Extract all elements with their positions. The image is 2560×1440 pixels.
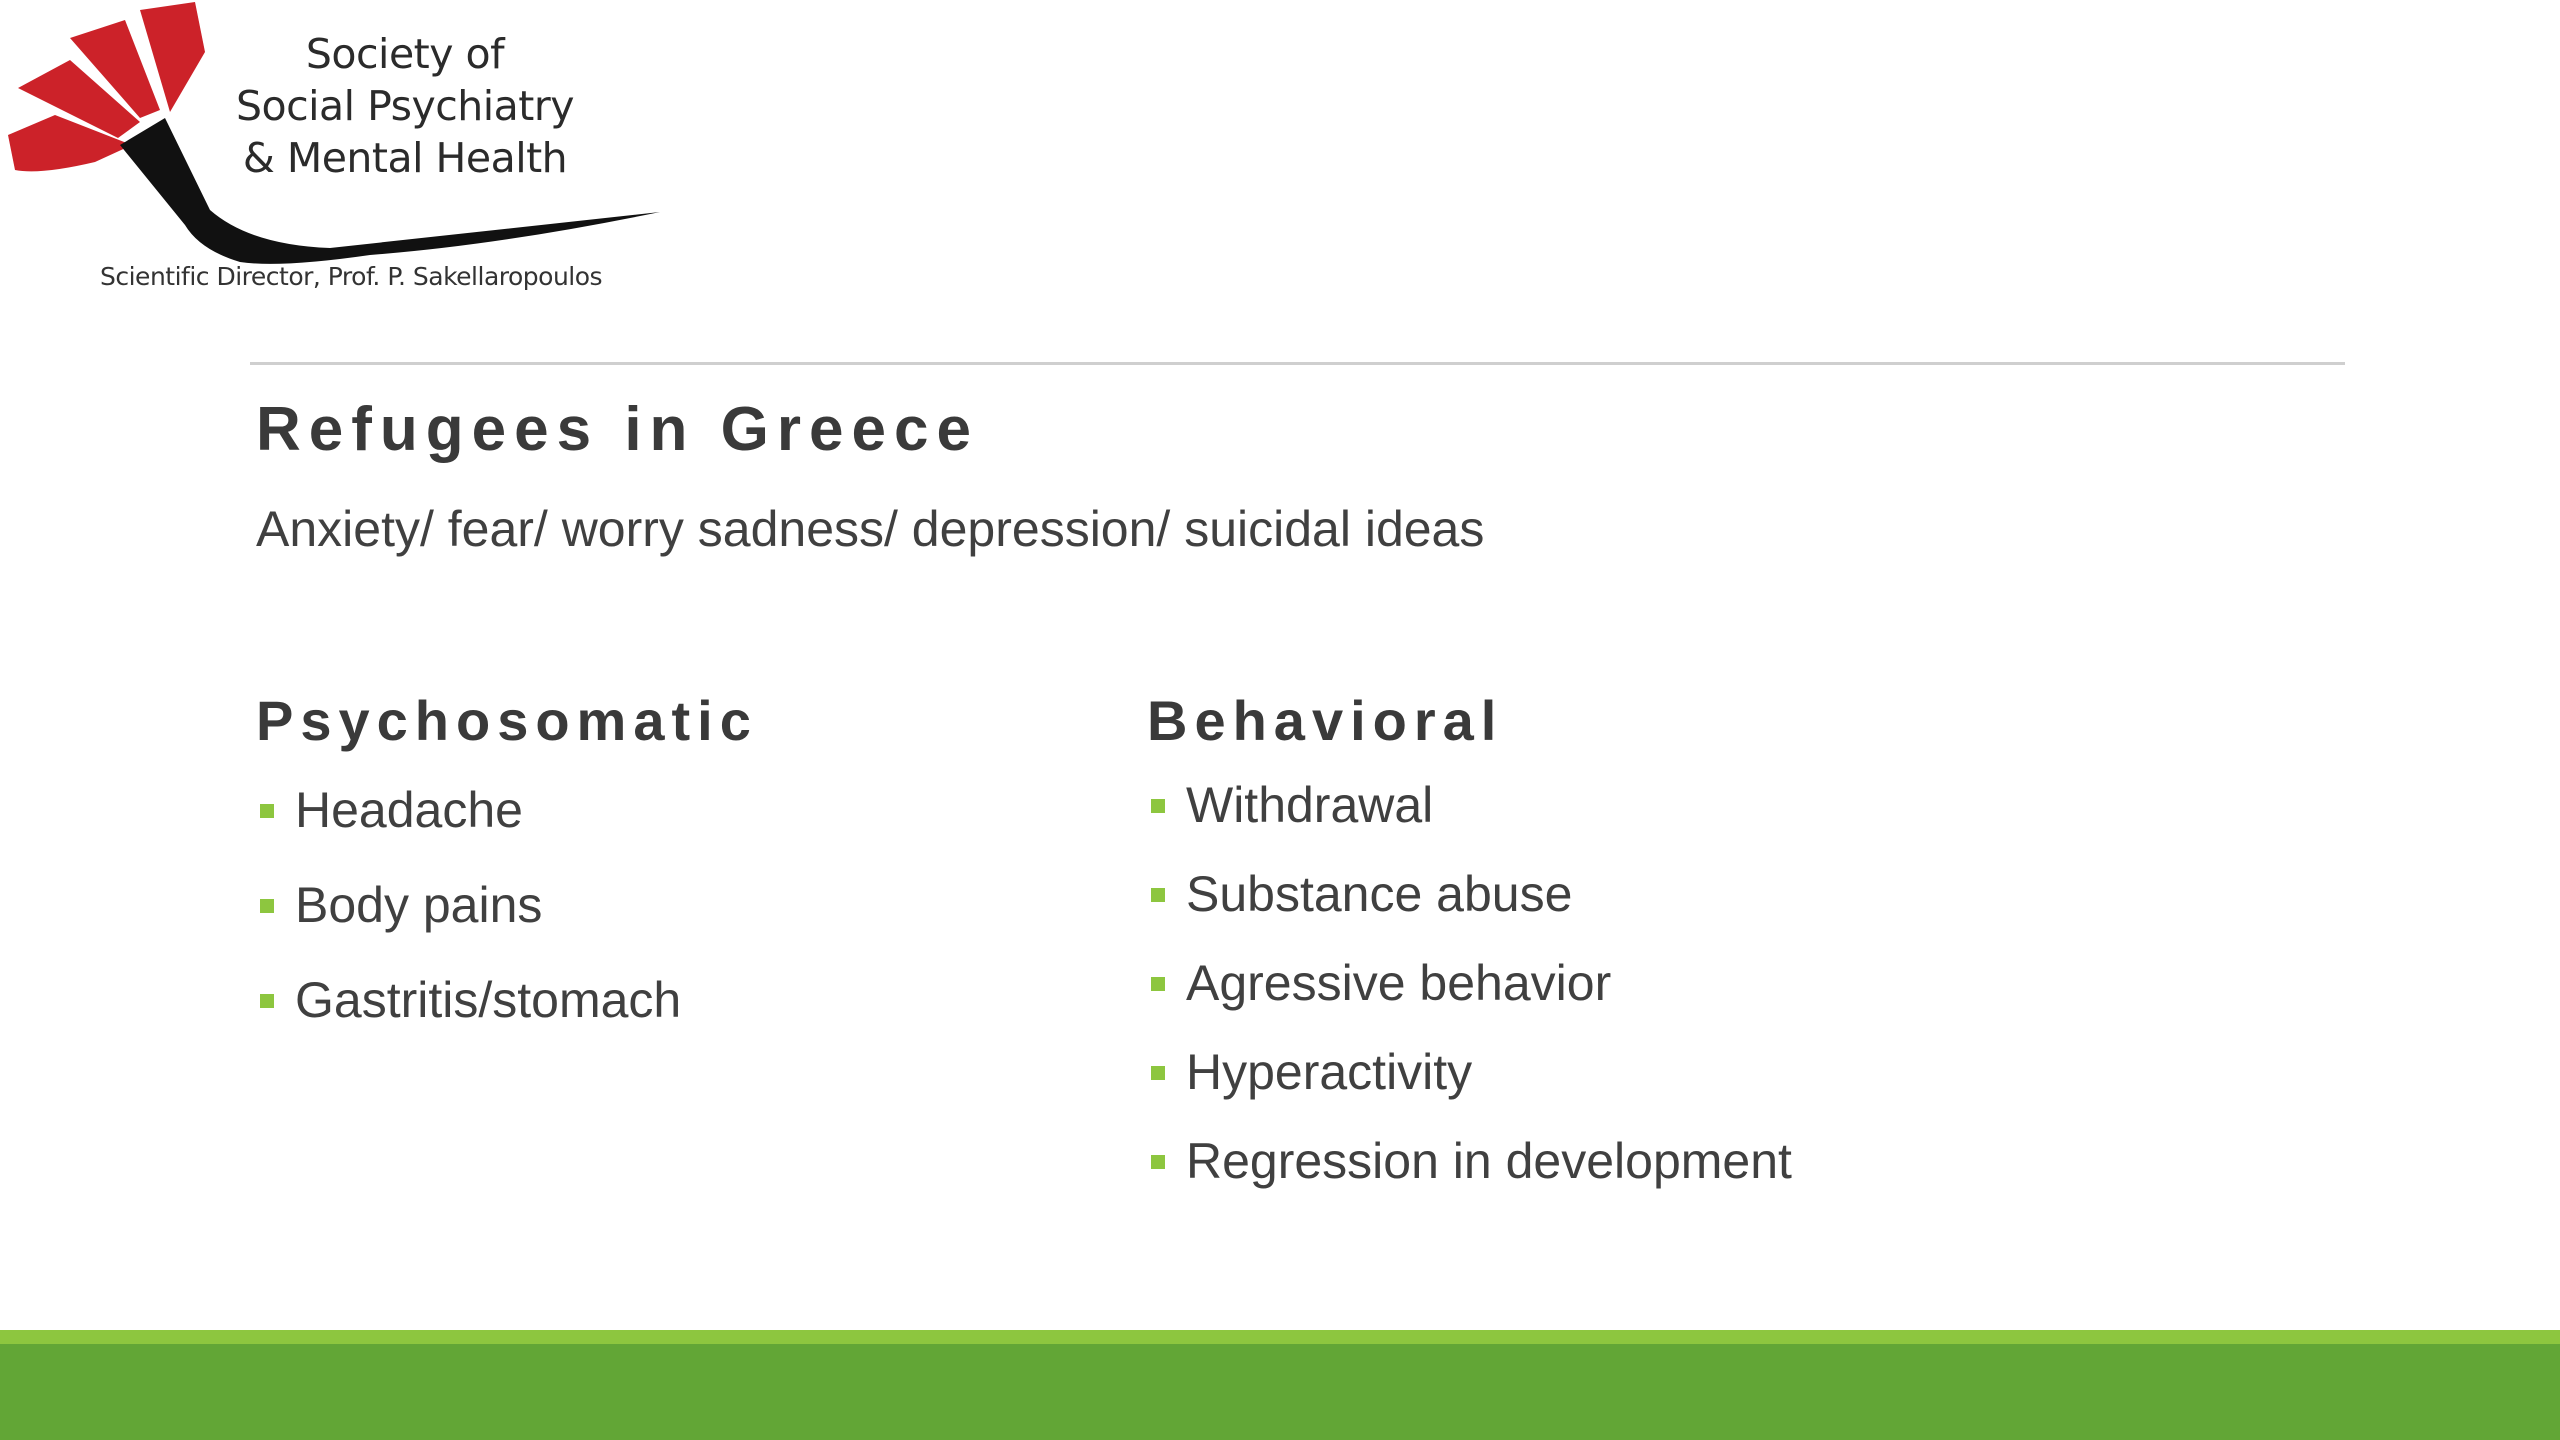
list-item (256, 780, 758, 875)
square-bullet-icon (1151, 888, 1165, 902)
list-item (1147, 1131, 1792, 1220)
square-bullet-icon (1151, 1155, 1165, 1169)
slide-subtitle: Anxiety/ fear/ worry sadness/ depression/ suicidal ideas (256, 501, 1485, 557)
list-item-text: Headache (295, 782, 523, 838)
symptom-list (256, 780, 758, 1065)
footer-bar (0, 1344, 2560, 1440)
list-item-text: Gastritis/stomach (295, 972, 682, 1028)
list-item-text: Hyperactivity (1186, 1044, 1473, 1100)
square-bullet-icon (260, 899, 274, 913)
column-heading: Psychosomatic (256, 689, 758, 752)
list-item-text: Body pains (295, 877, 543, 933)
square-bullet-icon (260, 804, 274, 818)
square-bullet-icon (1151, 977, 1165, 991)
list-item-text: Regression in development (1186, 1133, 1792, 1189)
square-bullet-icon (1151, 1066, 1165, 1080)
symptom-list (1147, 775, 1792, 1220)
scientific-director: Scientific Director, Prof. P. Sakellaropoulos (100, 262, 603, 291)
header-divider (250, 362, 2345, 365)
behavioral-column (1147, 688, 1792, 1220)
psychosomatic-column (256, 688, 758, 1065)
organization-name-line: Social Psychiatry (236, 82, 574, 130)
list-item (256, 970, 758, 1065)
list-item (256, 875, 758, 970)
list-item-text: Substance abuse (1186, 866, 1573, 922)
list-item (1147, 864, 1792, 953)
slide-title: Refugees in Greece (256, 395, 979, 464)
column-heading: Behavioral (1147, 689, 1504, 752)
list-item (1147, 775, 1792, 864)
square-bullet-icon (1151, 799, 1165, 813)
organization-name-line: & Mental Health (242, 134, 568, 182)
organization-name (230, 28, 580, 184)
list-item (1147, 953, 1792, 1042)
list-item-text: Withdrawal (1186, 777, 1434, 833)
footer-accent-stripe (0, 1330, 2560, 1344)
organization-name-line: Society of (305, 30, 505, 78)
list-item (1147, 1042, 1792, 1131)
society-logo (0, 0, 680, 310)
square-bullet-icon (260, 994, 274, 1008)
list-item-text: Agressive behavior (1186, 955, 1612, 1011)
